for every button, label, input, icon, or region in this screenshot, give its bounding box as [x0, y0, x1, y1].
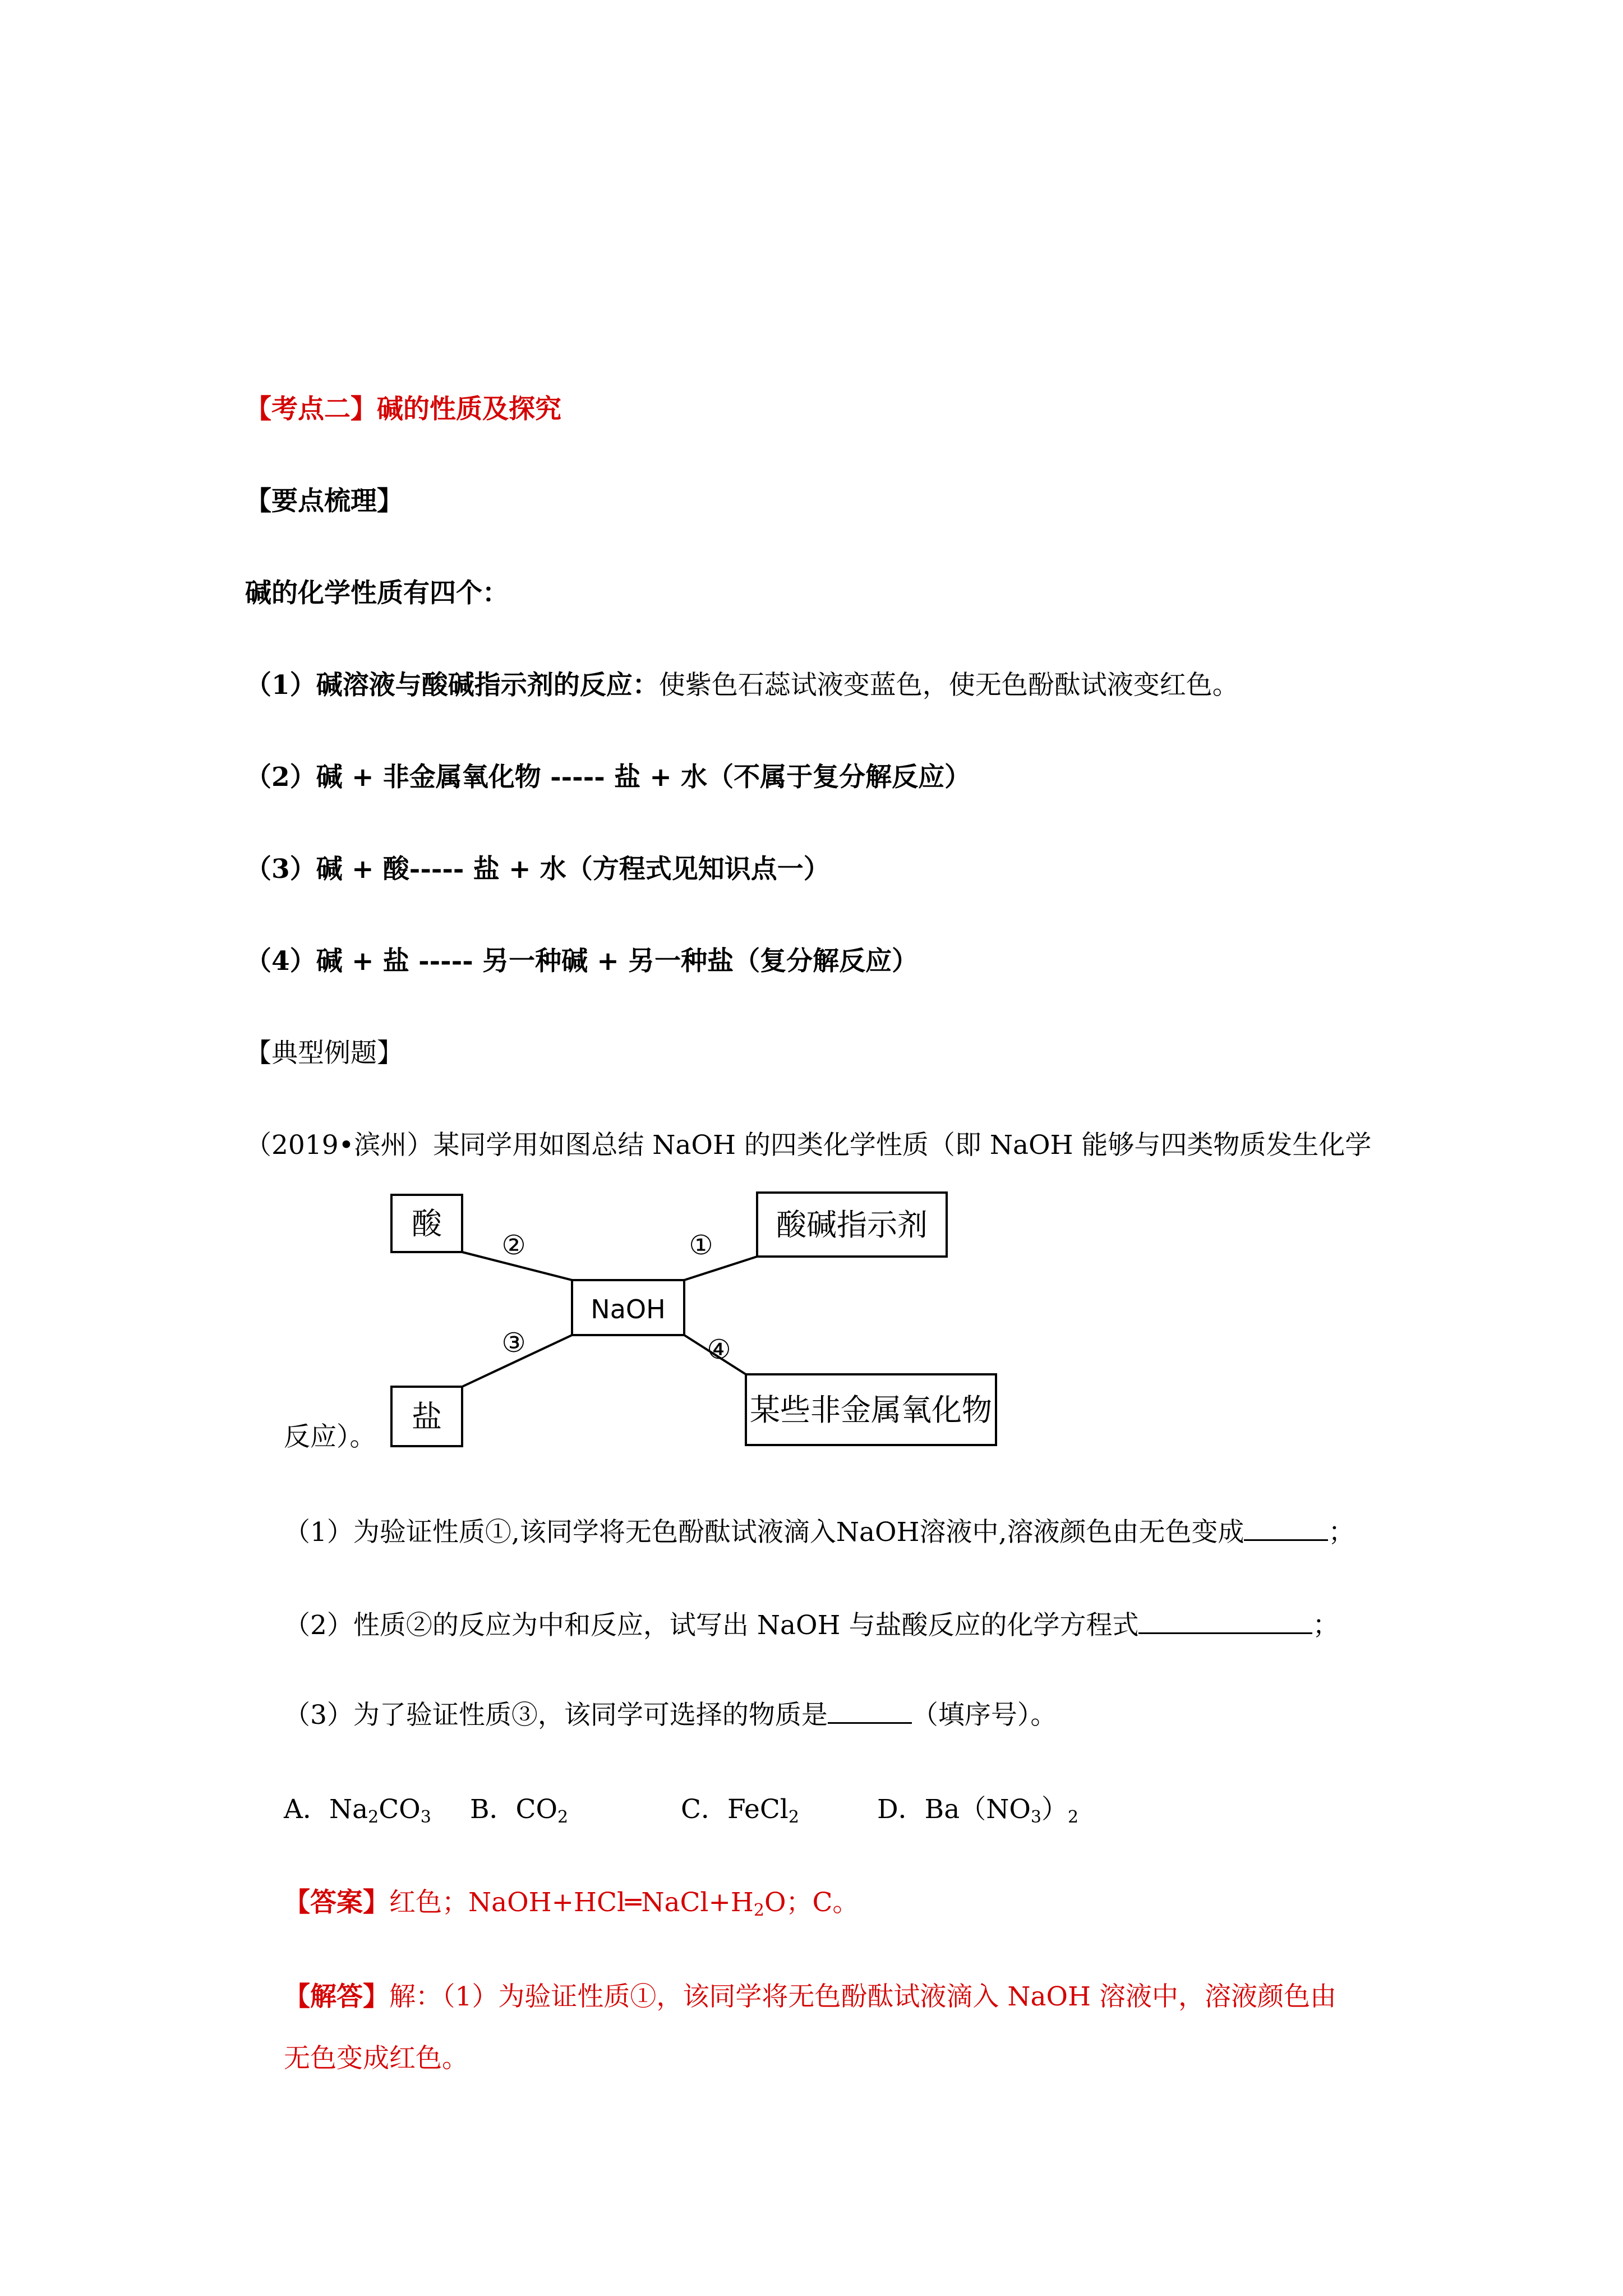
- section-heading: 【考点二】碱的性质及探究: [245, 394, 561, 425]
- sub-question-2-end: ；: [1312, 1610, 1339, 1641]
- solution-label: 【解答】: [284, 1981, 389, 2012]
- sub-question-1-text: （1）为验证性质①,该同学将无色酚酞试液滴入NaOH溶液中,溶液颜色由无色变成: [284, 1517, 1244, 1548]
- property-4: （4）碱 + 盐 ----- 另一种碱 + 另一种盐（复分解反应）: [245, 946, 919, 977]
- property-3: （3）碱 + 酸----- 盐 + 水（方程式见知识点一）: [245, 854, 830, 885]
- option-a: A．$Na_2CO_3$: [284, 1794, 431, 1827]
- answer-line: 【答案】红色；$NaOH+HCl═NaCl+H_2O$；C。: [284, 1887, 859, 1920]
- naoh-property-diagram: [387, 1184, 1021, 1470]
- property-1-label: （1）碱溶液与酸碱指示剂的反应：: [245, 670, 659, 701]
- property-1: [245, 669, 1239, 702]
- naoh-label: NaOH: [591, 1294, 666, 1324]
- indicator-label: 酸碱指示剂: [776, 1207, 928, 1243]
- sub-question-1: [284, 1515, 1354, 1549]
- intro-text: 碱的化学性质有四个：: [245, 578, 509, 609]
- marker-4: ④: [707, 1334, 731, 1365]
- sub-question-2: [284, 1608, 1339, 1642]
- solution-line-2: 无色变成红色。: [284, 2043, 468, 2074]
- sub-question-2-text: （2）性质②的反应为中和反应，试写出 NaOH 与盐酸反应的化学方程式: [284, 1610, 1139, 1641]
- oxide-label: 某些非金属氧化物: [750, 1392, 992, 1428]
- answer-label: 【答案】: [284, 1887, 389, 1918]
- sub-question-3-text: （3）为了验证性质③，该同学可选择的物质是: [284, 1700, 828, 1731]
- property-1-text: 使紫色石蕊试液变蓝色，使无色酚酞试液变红色。: [658, 670, 1239, 701]
- property-2: （2）碱 + 非金属氧化物 ----- 盐 + 水（不属于复分解反应）: [245, 762, 971, 793]
- question-line-1: （2019•滨州）某同学用如图总结 NaOH 的四类化学性质（即 NaOH 能够与四类物质发生化学: [245, 1130, 1372, 1161]
- solution-line-1: 【解答】解：（1）为验证性质①，该同学将无色酚酞试液滴入 NaOH 溶液中，溶液颜色由: [284, 1981, 1336, 2012]
- acid-label: 酸: [412, 1206, 442, 1241]
- marker-3: ③: [501, 1327, 526, 1359]
- example-heading: 【典型例题】: [245, 1038, 403, 1069]
- question-line-2: 反应）。: [284, 1421, 376, 1452]
- option-d: D．$Ba(NO_3)_2$: [877, 1794, 1079, 1827]
- sub-question-3-end: （填序号）。: [911, 1700, 1057, 1731]
- sub-question-3: [284, 1697, 1057, 1732]
- answer-blank-2[interactable]: [1138, 1608, 1312, 1634]
- marker-1: ①: [689, 1230, 713, 1261]
- option-c: C．FeCl$_2$: [681, 1794, 799, 1827]
- answer-blank-1[interactable]: [1244, 1515, 1328, 1541]
- answer-blank-3[interactable]: [828, 1697, 912, 1724]
- option-b: B．$CO_2$: [470, 1794, 569, 1827]
- sub-question-1-end: ；: [1328, 1517, 1355, 1548]
- marker-2: ②: [501, 1230, 526, 1261]
- salt-label: 盐: [412, 1399, 442, 1434]
- key-points-heading: 【要点梳理】: [245, 486, 403, 517]
